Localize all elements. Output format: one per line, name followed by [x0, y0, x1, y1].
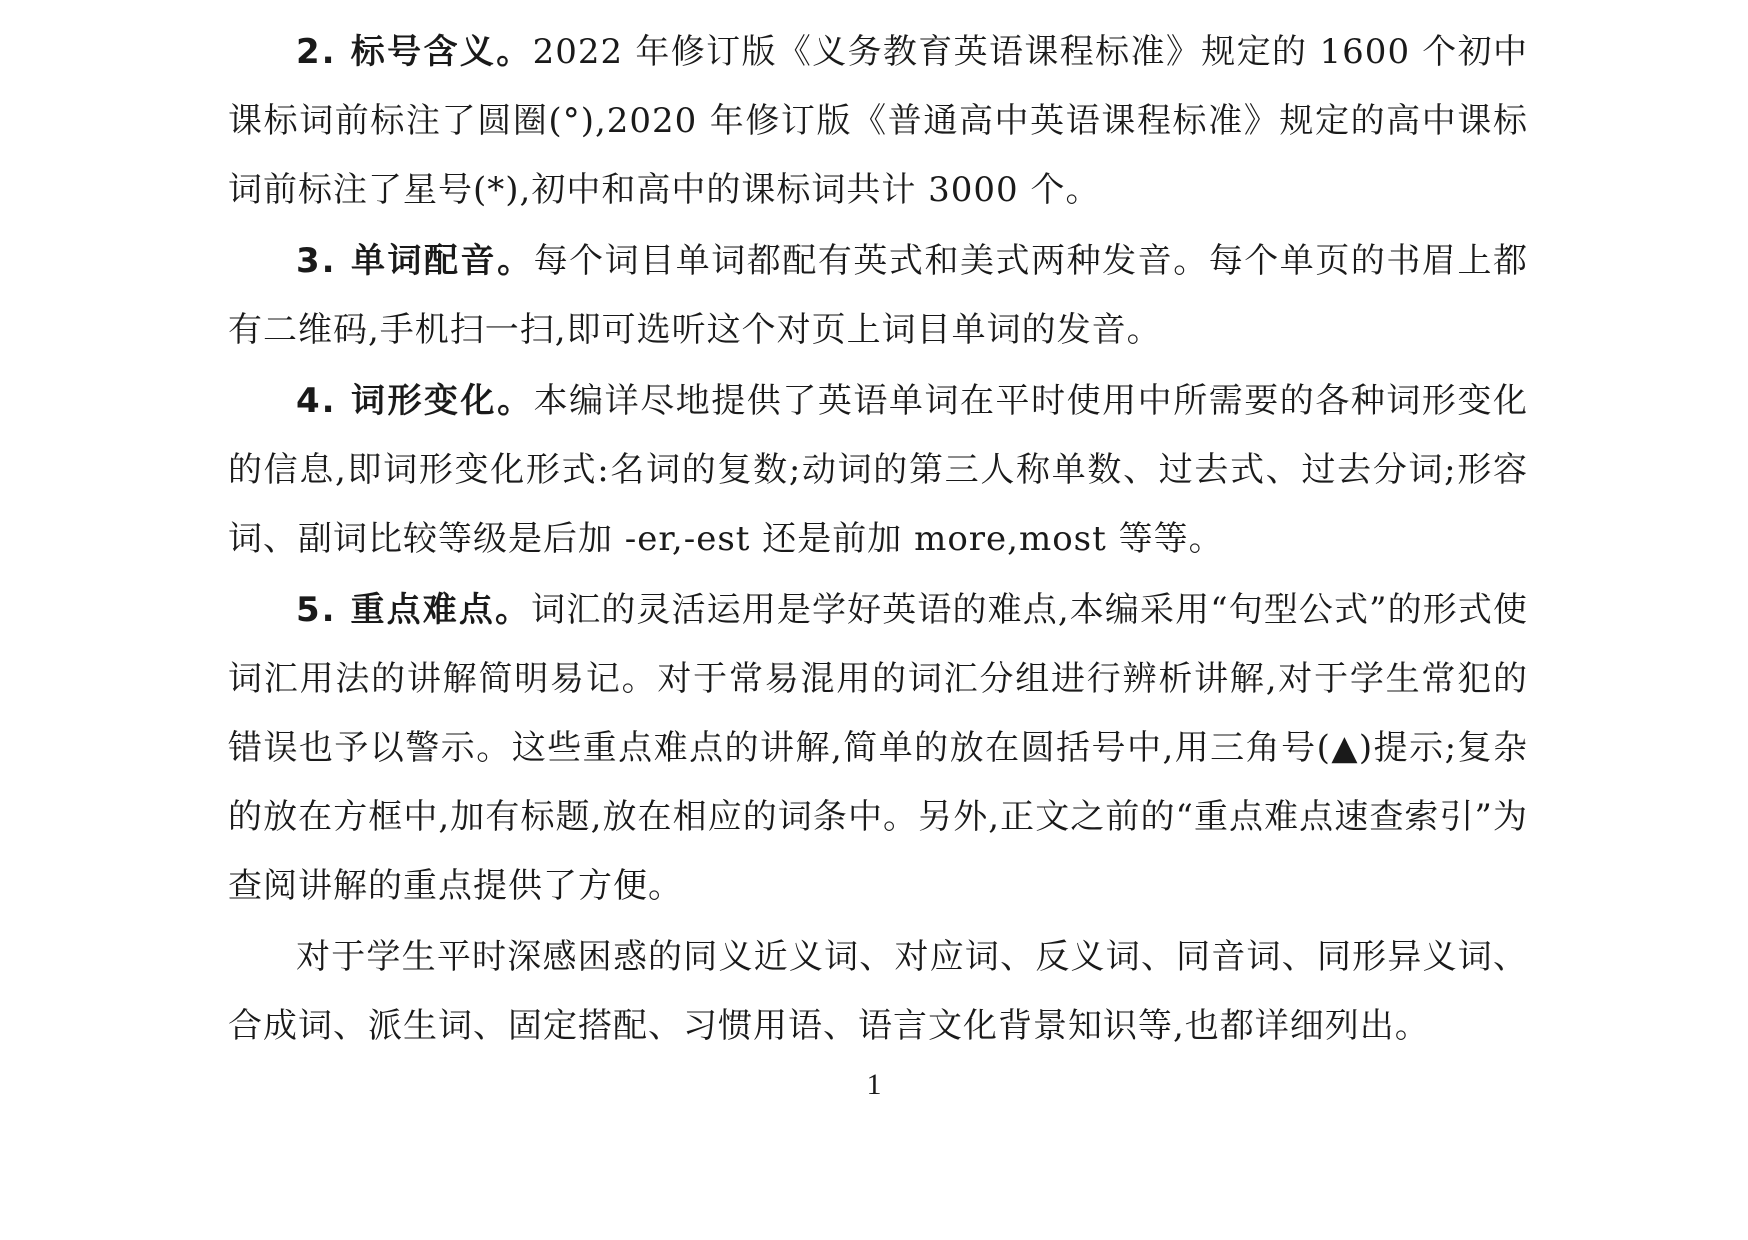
page-number: 1 [866, 1068, 882, 1101]
paragraph-additional-info [228, 923, 1528, 1061]
body-text [228, 18, 1528, 1063]
paragraph-key-difficulties [228, 576, 1528, 921]
paragraph-symbol-meaning [228, 18, 1528, 225]
paragraph-heading: 4. 词形变化。 [296, 381, 534, 421]
paragraph-heading: 2. 标号含义。 [296, 32, 533, 72]
paragraph-body: 对于学生平时深感困惑的同义近义词、对应词、反义词、同音词、同形异义词、合成词、派生词、固定搭配、习惯用语、语言文化背景知识等,也都详细列出。 [228, 937, 1528, 1046]
paragraph-word-audio [228, 227, 1528, 365]
paragraph-body: 本编详尽地提供了英语单词在平时使用中所需要的各种词形变化的信息,即词形变化形式:名词的复数;动词的第三人称单数、过去式、过去分词;形容词、副词比较等级是后加 -er,-est 还是前加 more,most 等等。 [228, 381, 1528, 559]
paragraph-body: 每个词目单词都配有英式和美式两种发音。每个单页的书眉上都有二维码,手机扫一扫,即可选听这个对页上词目单词的发音。 [228, 241, 1528, 350]
paragraph-heading: 5. 重点难点。 [296, 590, 532, 630]
paragraph-body: 词汇的灵活运用是学好英语的难点,本编采用“句型公式”的形式使词汇用法的讲解简明易记。对于常易混用的词汇分组进行辨析讲解,对于学生常犯的错误也予以警示。这些重点难点的讲解,简单的放在圆括号中,用三角号(▲)提示;复杂的放在方框中,加有标题,放在相应的词条中。另外,正文之前的“重点难点速查索引”为查阅讲解的重点提供了方便。 [228, 590, 1528, 906]
paragraph-word-forms [228, 367, 1528, 574]
paragraph-body: 2022 年修订版《义务教育英语课程标准》规定的 1600 个初中课标词前标注了圆圈(°),2020 年修订版《普通高中英语课程标准》规定的高中课标词前标注了星号(*),初中和高中的课标词共计 3000 个。 [228, 32, 1528, 210]
paragraph-heading: 3. 单词配音。 [296, 241, 534, 281]
